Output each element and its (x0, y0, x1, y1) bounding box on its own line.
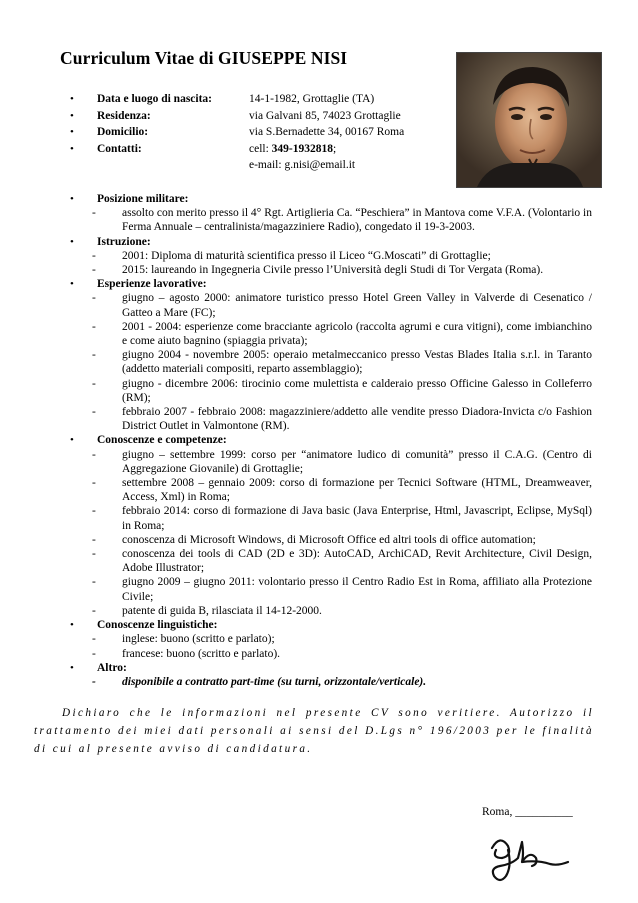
section-conoscenze-e-competenze (70, 433, 592, 447)
list-item-text: conoscenza dei tools di CAD (2D e 3D): AutoCAD, ArchiCAD, Revit Architecture, Civil Design, Adobe Illustrator; (122, 548, 592, 575)
phone-suffix: ; (333, 142, 337, 155)
list-item-text: giugno – agosto 2000: animatore turistico presso Hotel Green Valley in Valverde di Cesenatico / Gatteo a Mare (FC); (122, 292, 592, 319)
dash-marker: - (92, 533, 96, 546)
info-label: Residenza: (97, 109, 151, 122)
bullet-icon: • (70, 619, 74, 632)
list-item (70, 675, 592, 689)
info-row-email (70, 159, 450, 176)
list-item (70, 647, 592, 661)
list-item (70, 263, 592, 277)
section-heading: Esperienze lavorative: (97, 278, 207, 291)
list-item-text: settembre 2008 – gennaio 2009: corso di formazione per Tecnici Software (HTML, Dreamweaver, Access, Xml) in Roma; (122, 477, 592, 504)
section-heading: Istruzione: (97, 235, 151, 248)
section-istruzione (70, 235, 592, 249)
handwritten-signature (478, 828, 578, 886)
dash-marker: - (92, 377, 96, 390)
dash-marker: - (92, 349, 96, 362)
bullet-icon: • (70, 126, 74, 138)
portrait-icon (457, 53, 601, 187)
list-item-text: febbraio 2014: corso di formazione di Java basic (Java Enterprise, Html, Javascript, Eclipse, MySql) in Roma; (122, 505, 592, 532)
section-conoscenze-linguistiche (70, 618, 592, 632)
bullet-icon: • (70, 661, 74, 674)
bullet-icon: • (70, 93, 74, 105)
list-item (70, 604, 592, 618)
list-item (70, 348, 592, 376)
section-altro (70, 661, 592, 675)
list-item-text: 2001: Diploma di maturità scientifica presso il Liceo “G.Moscati” di Grottaglie; (122, 249, 491, 262)
section-heading: Altro: (97, 661, 127, 674)
info-value-email: e-mail: g.nisi@email.it (249, 159, 356, 171)
list-item-text: patente di guida B, rilasciata il 14-12-2000. (122, 604, 322, 617)
dash-marker: - (92, 633, 96, 646)
list-item-text: 2015: laureando in Ingegneria Civile presso l’Università degli Studi di Tor Vergata (Roma). (122, 264, 544, 277)
dash-marker: - (92, 505, 96, 518)
list-item-text: 2001 - 2004: esperienze come bracciante agricolo (raccolta agrumi e cura vitigni), come imbianchino e come aiuto bagnino (spiaggia privata); (122, 320, 592, 348)
bullet-icon: • (70, 193, 74, 205)
info-row-residence (70, 110, 450, 127)
info-value: 14-1-1982, Grottaglie (TA) (249, 93, 375, 105)
bullet-icon: • (70, 434, 74, 447)
info-label: Domicilio: (97, 126, 149, 138)
info-value: via S.Bernadette 34, 00167 Roma (249, 126, 405, 138)
phone-number: 349-1932818 (271, 142, 334, 155)
bullet-icon: • (70, 235, 74, 248)
dash-marker: - (92, 448, 96, 461)
list-item-text: giugno - dicembre 2006: tirocinio come mulettista e calderaio presso Officine Galesso in Colleferro (RM); (122, 377, 592, 404)
list-item-text: inglese: buono (scritto e parlato); (122, 633, 275, 646)
list-item-text: febbraio 2007 - febbraio 2008: magazziniere/addetto alle vendite presso Diadora-Invicta c/o Fashion District Outlet in Valmontone (RM). (122, 406, 592, 433)
dash-marker: - (92, 207, 96, 220)
bullet-icon: • (70, 109, 74, 122)
dash-marker: - (92, 406, 96, 419)
dash-marker: - (92, 249, 96, 262)
info-label: Contatti: (97, 142, 142, 155)
list-item (70, 206, 592, 234)
list-item-text: conoscenza di Microsoft Windows, di Microsoft Office ed altri tools di office automation; (122, 533, 536, 546)
bullet-icon: • (70, 142, 74, 155)
list-item (70, 476, 592, 504)
list-item (70, 547, 592, 575)
personal-info (70, 93, 450, 176)
list-item-text: francese: buono (scritto e parlato). (122, 647, 281, 660)
info-value: via Galvani 85, 74023 Grottaglie (249, 109, 401, 122)
info-label: Data e luogo di nascita: (97, 93, 212, 105)
list-item (70, 377, 592, 405)
bullet-icon: • (70, 278, 74, 291)
info-value-phone (249, 143, 336, 155)
privacy-declaration: Dichiaro che le informazioni nel presente CV sono veritiere. Autorizzo il trattamento dei miei dati personali ai sensi del D.Lgs n° 196/2003 per le finalità di cui al presente avviso di candidatura. (34, 707, 594, 755)
list-item (70, 405, 592, 433)
list-item (70, 448, 592, 476)
list-item (70, 533, 592, 547)
info-row-contacts (70, 143, 450, 160)
section-heading: Posizione militare: (97, 193, 189, 205)
list-item (70, 632, 592, 646)
dash-marker: - (92, 548, 96, 561)
dash-marker: - (92, 604, 96, 617)
list-item-text: disponibile a contratto part-time (su turni, orizzontale/verticale). (122, 675, 427, 688)
dash-marker: - (92, 320, 96, 333)
dash-marker: - (92, 576, 96, 589)
list-item-text: giugno 2009 – giugno 2011: volontario presso il Centro Radio Est in Roma, affiliato alla Protezione Civile; (122, 576, 592, 603)
list-item (70, 320, 592, 348)
dash-marker: - (92, 477, 96, 490)
cv-sections (70, 192, 592, 689)
info-row-birth (70, 93, 450, 110)
place-date: Roma, __________ (482, 806, 573, 818)
list-item-text: giugno – settembre 1999: corso per “animatore ludico di comunità” presso il C.A.G. (Centro di Aggregazione Giovanile) di Grottaglie; (122, 448, 592, 475)
dash-marker: - (92, 264, 96, 277)
dash-marker: - (92, 292, 96, 305)
dash-marker: - (92, 647, 96, 660)
list-item (70, 504, 592, 532)
list-item (70, 291, 592, 319)
section-posizione-militare (70, 192, 592, 206)
list-item (70, 249, 592, 263)
section-esperienze-lavorative (70, 277, 592, 291)
section-heading: Conoscenze e competenze: (97, 434, 227, 447)
dash-marker: - (92, 675, 96, 688)
info-row-domicile (70, 126, 450, 143)
list-item-text: giugno 2004 - novembre 2005: operaio metalmeccanico presso Vestas Blades Italia s.r.l. in Taranto (addetto materiali compositi, reparto assemblaggio); (122, 349, 592, 376)
list-item (70, 575, 592, 603)
list-item-text: assolto con merito presso il 4° Rgt. Artiglieria Ca. “Peschiera” in Mantova come V.F.A. (Volontario in Ferma Annuale – centralinista/magazziniere Radio), congedato il 19-3-2003. (122, 207, 592, 234)
page-title: Curriculum Vitae di GIUSEPPE NISI (60, 48, 348, 68)
portrait-photo (456, 52, 602, 188)
section-heading: Conoscenze linguistiche: (97, 619, 218, 632)
phone-prefix: cell: (249, 142, 272, 155)
